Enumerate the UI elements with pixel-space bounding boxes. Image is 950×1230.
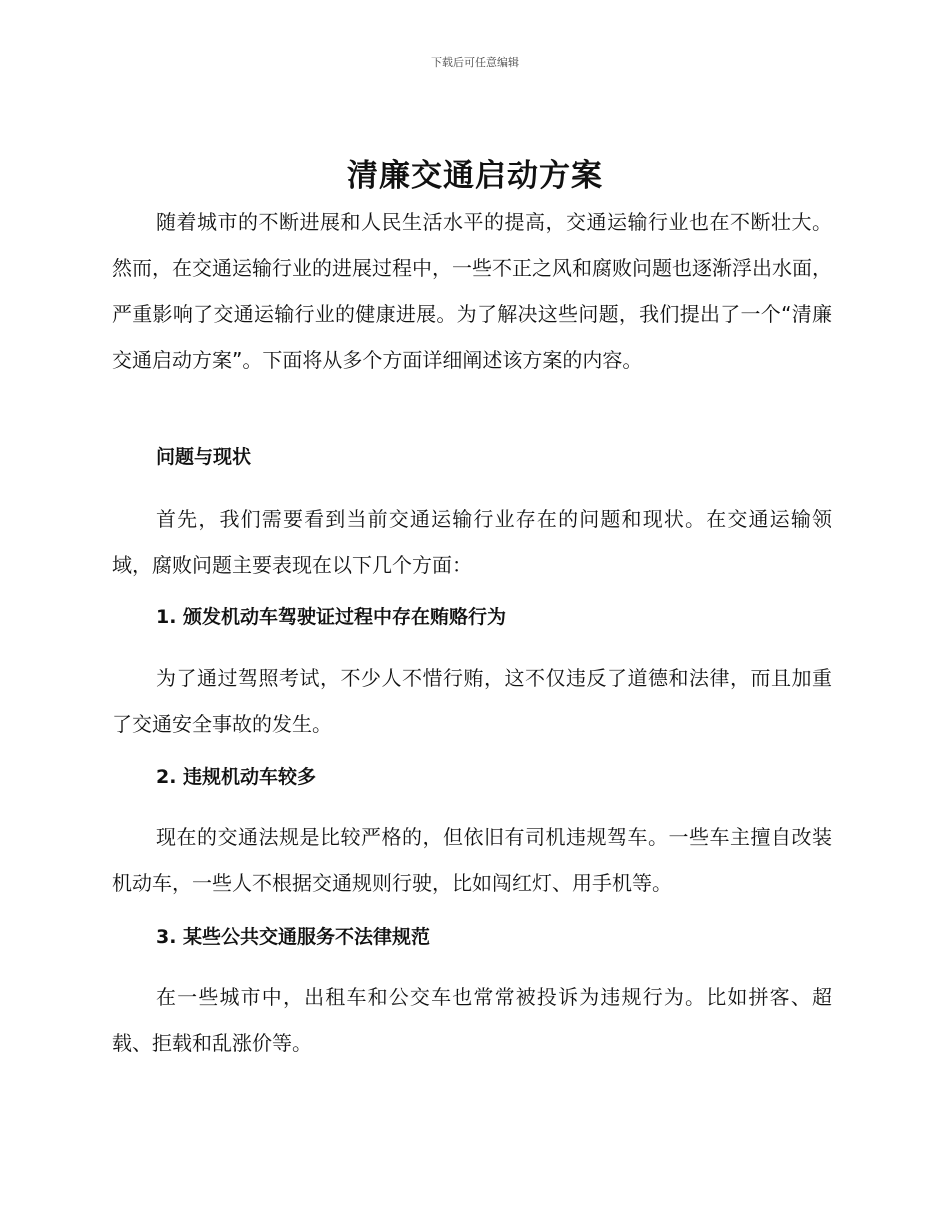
item-paragraph-3: 在一些城市中，出租车和公交车也常常被投诉为违规行为。比如拼客、超载、拒载和乱涨价等。 — [112, 985, 832, 1055]
intro-paragraph: 随着城市的不断进展和人民生活水平的提高，交通运输行业也在不断壮大。然而，在交通运输行业的进展过程中，一些不正之风和腐败问题也逐渐浮出水面，严重影响了交通运输行业的健康进展。为了解决这些问题，我们提出了一个“清廉交通启动方案”。下面将从多个方面详细阐述该方案的内容。 — [112, 210, 832, 372]
section-heading: 问题与现状 — [156, 446, 252, 468]
item-heading-2: 2. 违规机动车较多 — [156, 766, 317, 788]
item-heading-1: 1. 颁发机动车驾驶证过程中存在贿赂行为 — [156, 606, 507, 628]
item-paragraph-1: 为了通过驾照考试，不少人不惜行贿，这不仅违反了道德和法律，而且加重了交通安全事故的发生。 — [112, 666, 832, 736]
item-heading-3: 3. 某些公共交通服务不法律规范 — [156, 926, 431, 948]
section-intro-paragraph: 首先，我们需要看到当前交通运输行业存在的问题和现状。在交通运输领域，腐败问题主要表现在以下几个方面： — [112, 507, 832, 577]
document-title: 清廉交通启动方案 — [347, 158, 603, 194]
item-paragraph-2: 现在的交通法规是比较严格的，但依旧有司机违规驾车。一些车主擅自改装机动车，一些人不根据交通规则行驶，比如闯红灯、用手机等。 — [112, 825, 832, 895]
page-header-note: 下载后可任意编辑 — [431, 56, 519, 69]
